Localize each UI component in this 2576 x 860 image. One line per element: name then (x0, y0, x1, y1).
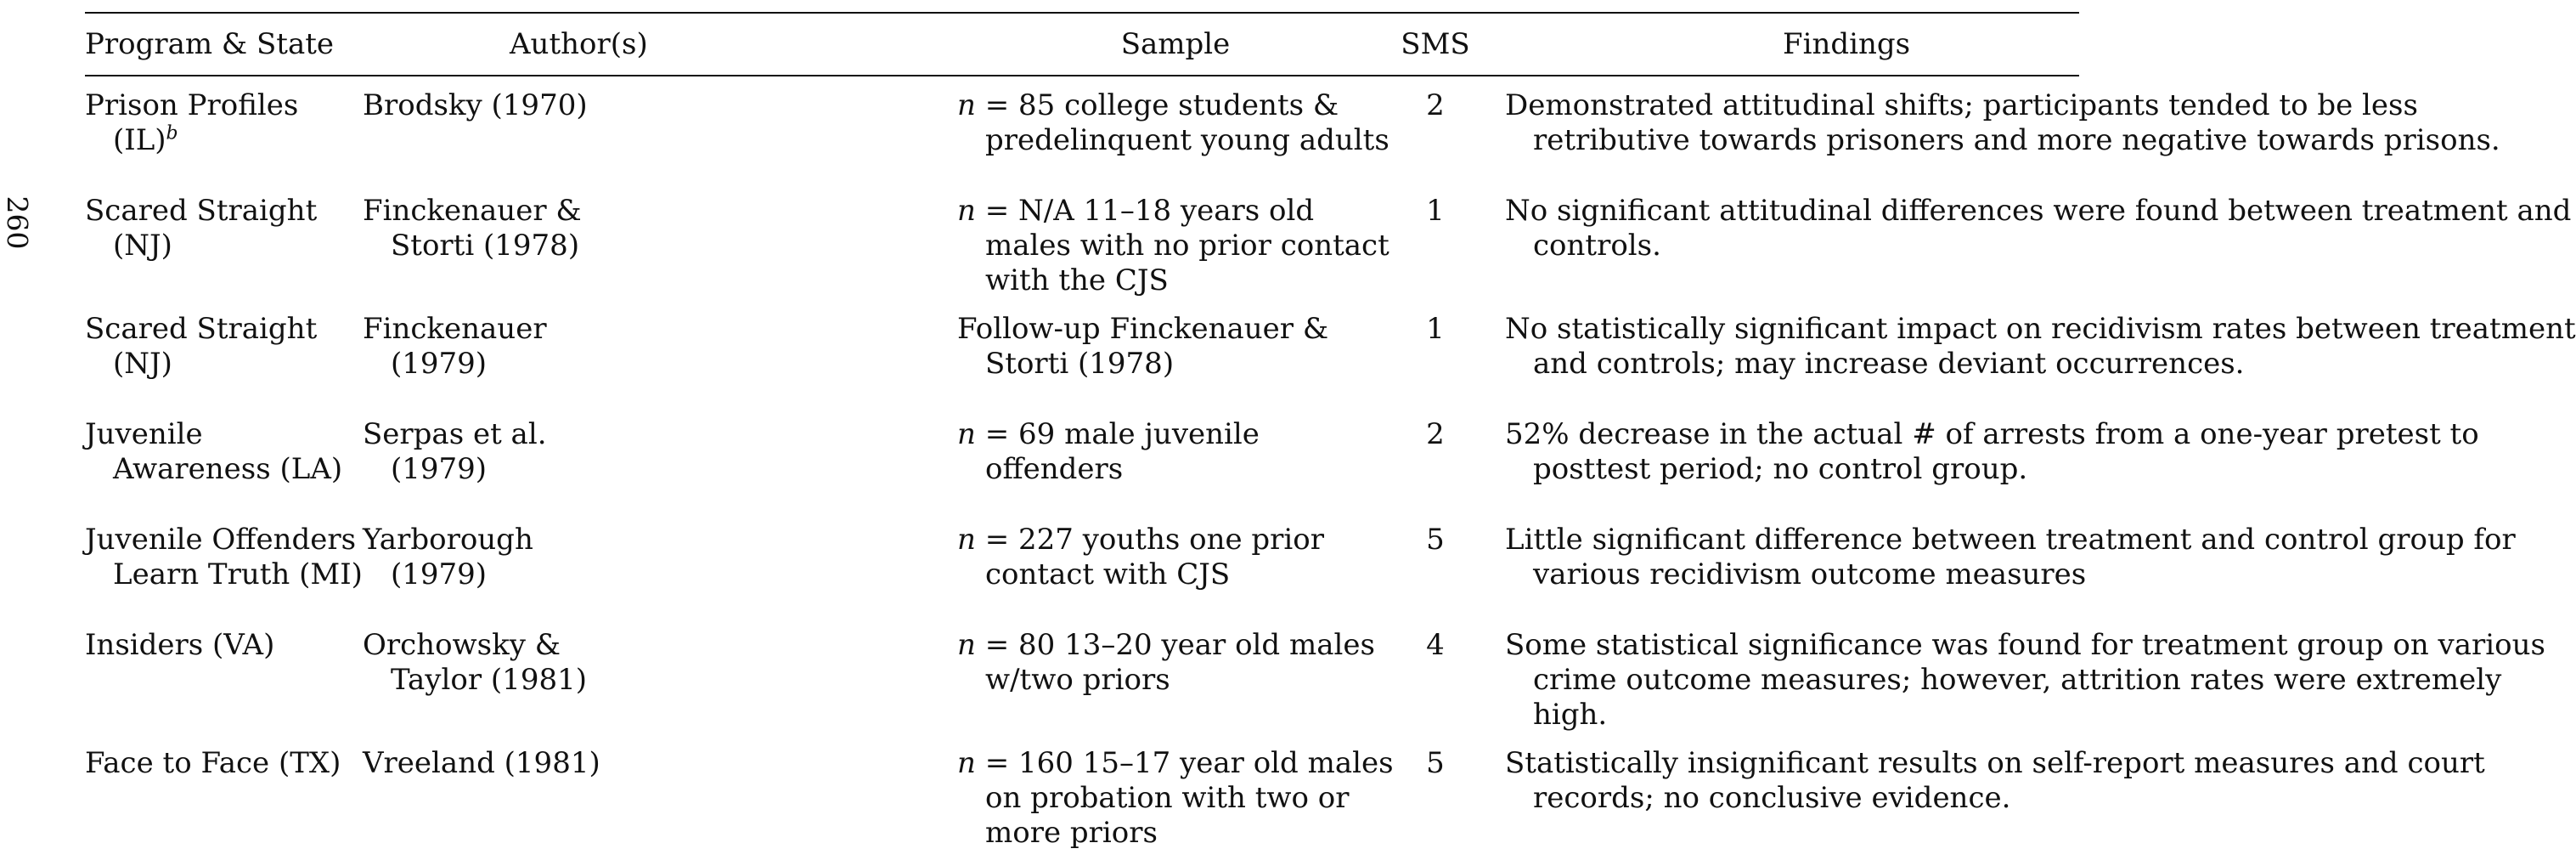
table-row (85, 733, 2576, 851)
header-findings: Findings (1783, 26, 1911, 61)
findings-text: Statistically insignificant results on self-report measures and court records; no conclusive evidence. (1505, 746, 2485, 815)
program-text: Face to Face (TX) (85, 746, 341, 780)
sample-text: = 69 male juvenile offenders (975, 417, 1260, 486)
cell-sample (957, 180, 1394, 298)
cell-sample (957, 614, 1394, 733)
sample-n-symbol: n (957, 417, 976, 451)
page-number: 260 (1, 195, 34, 250)
program-text: Juvenile Awareness (LA) (85, 417, 343, 486)
authors-text: Brodsky (1970) (363, 88, 588, 122)
sample-n-symbol: n (957, 746, 976, 780)
program-text: Juvenile Offenders Learn Truth (MI) (85, 523, 363, 591)
program-text: Scared Straight (NJ) (85, 312, 318, 381)
cell-sms (1394, 733, 1477, 851)
cell-program (85, 733, 363, 851)
sample-text: Follow-up Finckenauer & Storti (1978) (957, 312, 1329, 381)
table-row (85, 75, 2576, 180)
findings-text: No significant attitudinal differences were found between treatment and controls. (1505, 194, 2572, 263)
cell-sms (1394, 614, 1477, 733)
sample-text: = 160 15–17 year old males on probation with two or more priors (975, 746, 1394, 850)
sample-text: = 227 youths one prior contact with CJS (975, 523, 1325, 591)
cell-sms (1394, 180, 1477, 298)
sms-score: 5 (1426, 523, 1445, 557)
sample-n-symbol: n (957, 194, 976, 228)
cell-authors (363, 298, 957, 404)
table-row (85, 404, 2576, 509)
sample-text: = 85 college students & predelinquent young adults (975, 88, 1389, 157)
header-authors: Author(s) (510, 26, 648, 61)
sample-text: = 80 13–20 year old males w/two priors (975, 628, 1375, 697)
cell-authors (363, 75, 957, 180)
findings-text: 52% decrease in the actual # of arrests from a one-year pretest to posttest period; no control group. (1505, 417, 2479, 486)
header-program: Program & State (85, 26, 335, 61)
header-sms: SMS (1401, 26, 1470, 61)
program-text: Insiders (VA) (85, 628, 275, 662)
authors-text: Vreeland (1981) (363, 746, 600, 780)
cell-authors (363, 733, 957, 851)
cell-sample (957, 298, 1394, 404)
cell-findings (1477, 298, 2576, 404)
footnote-marker: b (166, 122, 178, 144)
cell-findings (1477, 614, 2576, 733)
table-row (85, 180, 2576, 298)
cell-sms (1394, 298, 1477, 404)
cell-sample (957, 404, 1394, 509)
authors-text: Finckenauer & Storti (1978) (363, 194, 582, 263)
findings-text: Little significant difference between treatment and control group for various recidivism outcome measures (1505, 523, 2516, 591)
cell-authors (363, 614, 957, 733)
cell-sample (957, 509, 1394, 614)
cell-sms (1394, 509, 1477, 614)
cell-findings (1477, 180, 2576, 298)
authors-text: Yarborough (1979) (363, 523, 533, 591)
findings-text: No statistically significant impact on recidivism rates between treatment and controls; may increase deviant occurrences. (1505, 312, 2576, 381)
sms-score: 2 (1426, 88, 1445, 122)
cell-sample (957, 733, 1394, 851)
cell-program (85, 614, 363, 733)
cell-program (85, 180, 363, 298)
cell-sms (1394, 404, 1477, 509)
sample-n-symbol: n (957, 523, 976, 557)
sms-score: 1 (1426, 194, 1445, 228)
table-header-row (85, 14, 2576, 75)
authors-text: Serpas et al. (1979) (363, 417, 547, 486)
header-sample: Sample (1120, 26, 1231, 61)
cell-authors (363, 180, 957, 298)
cell-program (85, 404, 363, 509)
cell-authors (363, 404, 957, 509)
sample-n-symbol: n (957, 628, 976, 662)
sample-text: = N/A 11–18 years old males with no prior contact with the CJS (975, 194, 1389, 297)
cell-program (85, 509, 363, 614)
sms-score: 1 (1426, 312, 1445, 346)
table-body (85, 75, 2576, 851)
cell-authors (363, 509, 957, 614)
studies-table (85, 14, 2576, 851)
findings-text: Demonstrated attitudinal shifts; participants tended to be less retributive towards prisoners and more negative towards prisons. (1505, 88, 2500, 157)
table-row (85, 298, 2576, 404)
cell-findings (1477, 404, 2576, 509)
program-text: Prison Profiles (IL) (85, 88, 299, 157)
cell-findings (1477, 733, 2576, 851)
cell-program (85, 298, 363, 404)
cell-program (85, 75, 363, 180)
findings-text: Some statistical significance was found for treatment group on various crime outcome measures; however, attrition rates were extremely high. (1505, 628, 2545, 732)
table-row (85, 509, 2576, 614)
program-text: Scared Straight (NJ) (85, 194, 318, 263)
cell-sms (1394, 75, 1477, 180)
sample-n-symbol: n (957, 88, 976, 122)
sms-score: 2 (1426, 417, 1445, 451)
authors-text: Orchowsky & Taylor (1981) (363, 628, 587, 697)
cell-sample (957, 75, 1394, 180)
authors-text: Finckenauer (1979) (363, 312, 547, 381)
cell-findings (1477, 509, 2576, 614)
sms-score: 4 (1426, 628, 1445, 662)
sms-score: 5 (1426, 746, 1445, 780)
table-row (85, 614, 2576, 733)
cell-findings (1477, 75, 2576, 180)
